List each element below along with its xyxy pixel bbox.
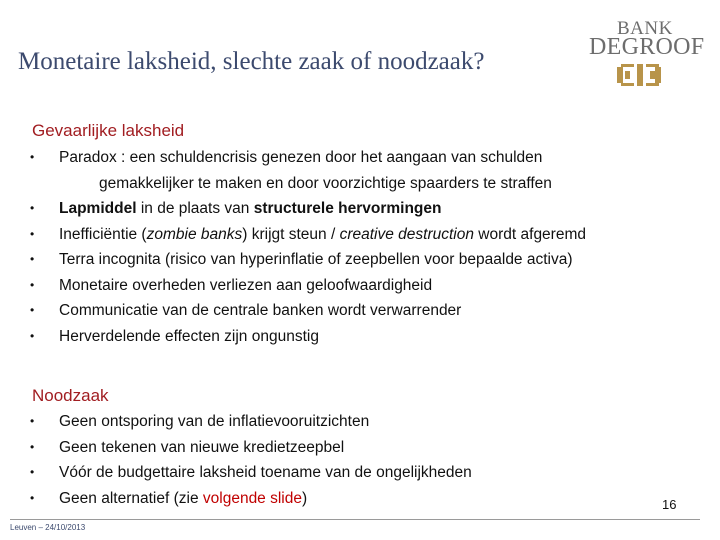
bullet-text: Geen tekenen van nieuwe kredietzeepbel bbox=[59, 438, 345, 456]
list-item bbox=[0, 435, 472, 461]
bullet-icon: • bbox=[30, 252, 35, 266]
bullet-list-noodzaak bbox=[0, 409, 472, 511]
section-heading-gevaarlijke-laksheid: Gevaarlijke laksheid bbox=[32, 121, 185, 140]
bullet-text-bold: Lapmiddel bbox=[59, 200, 137, 217]
bullet-text-continuation: gemakkelijker te maken en door voorzichtige spaarders te straffen bbox=[99, 174, 552, 192]
bullet-icon: • bbox=[30, 490, 35, 505]
bullet-text-bold: structurele hervormingen bbox=[253, 200, 442, 217]
section-heading-noodzaak: Noodzaak bbox=[32, 386, 109, 405]
bullet-text: Geen ontsporing van de inflatievooruitzichten bbox=[59, 413, 370, 430]
bullet-text: Paradox : een schuldencrisis genezen door het aangaan van schulden bbox=[59, 149, 543, 166]
bullet-icon: • bbox=[30, 150, 35, 164]
footer-text: Leuven – 24/10/2013 bbox=[10, 523, 86, 532]
bullet-icon: • bbox=[30, 226, 35, 241]
bullet-text-italic: zombie banks bbox=[146, 225, 243, 243]
bullet-icon: • bbox=[30, 303, 35, 317]
bullet-text: wordt afgeremd bbox=[474, 225, 586, 243]
bullet-list-laksheid bbox=[0, 145, 586, 349]
list-item bbox=[0, 196, 586, 222]
bullet-text: ) krijgt steun / bbox=[242, 225, 340, 243]
bullet-icon: • bbox=[30, 201, 35, 215]
list-item bbox=[0, 486, 472, 512]
bullet-icon: • bbox=[30, 277, 35, 292]
bullet-icon: • bbox=[30, 414, 35, 428]
page-number: 16 bbox=[662, 497, 677, 512]
bullet-text: Herverdelende effecten zijn ongunstig bbox=[59, 327, 319, 345]
list-item bbox=[0, 273, 586, 299]
logo-word-degroof: DEGROOF bbox=[589, 34, 705, 60]
bullet-text: Communicatie van de centrale banken wordt verwarrender bbox=[59, 302, 462, 319]
list-item bbox=[0, 298, 586, 324]
bullet-text: in de plaats van bbox=[136, 200, 254, 217]
list-item bbox=[0, 222, 586, 248]
bullet-icon: • bbox=[30, 328, 35, 343]
bullet-text: Monetaire overheden verliezen aan geloofwaardigheid bbox=[59, 276, 433, 294]
bullet-text: Terra incognita (risico van hyperinflatie of zeepbellen voor bepaalde activa) bbox=[59, 251, 573, 268]
bullet-text: Inefficiëntie ( bbox=[59, 225, 147, 243]
list-item bbox=[0, 409, 472, 435]
footer-divider bbox=[10, 519, 700, 520]
bullet-text-link-highlight: volgende slide bbox=[202, 489, 302, 507]
list-item bbox=[0, 324, 586, 350]
list-item bbox=[0, 247, 586, 273]
bullet-text: Vóór de budgettaire laksheid toename van de ongelijkheden bbox=[59, 464, 472, 481]
bullet-text: ) bbox=[302, 489, 308, 507]
logo-emblem-icon bbox=[615, 62, 673, 88]
bullet-text-italic: creative destruction bbox=[339, 225, 474, 243]
list-item bbox=[0, 145, 586, 196]
bullet-icon: • bbox=[30, 465, 35, 479]
list-item bbox=[0, 460, 472, 486]
logo-word-bank: BANK bbox=[617, 18, 673, 39]
slide-title: Monetaire laksheid, slechte zaak of noodzaak? bbox=[18, 48, 485, 75]
bullet-text: Geen alternatief (zie bbox=[59, 489, 203, 507]
bank-degroof-logo bbox=[585, 16, 703, 92]
bullet-icon: • bbox=[30, 439, 35, 454]
